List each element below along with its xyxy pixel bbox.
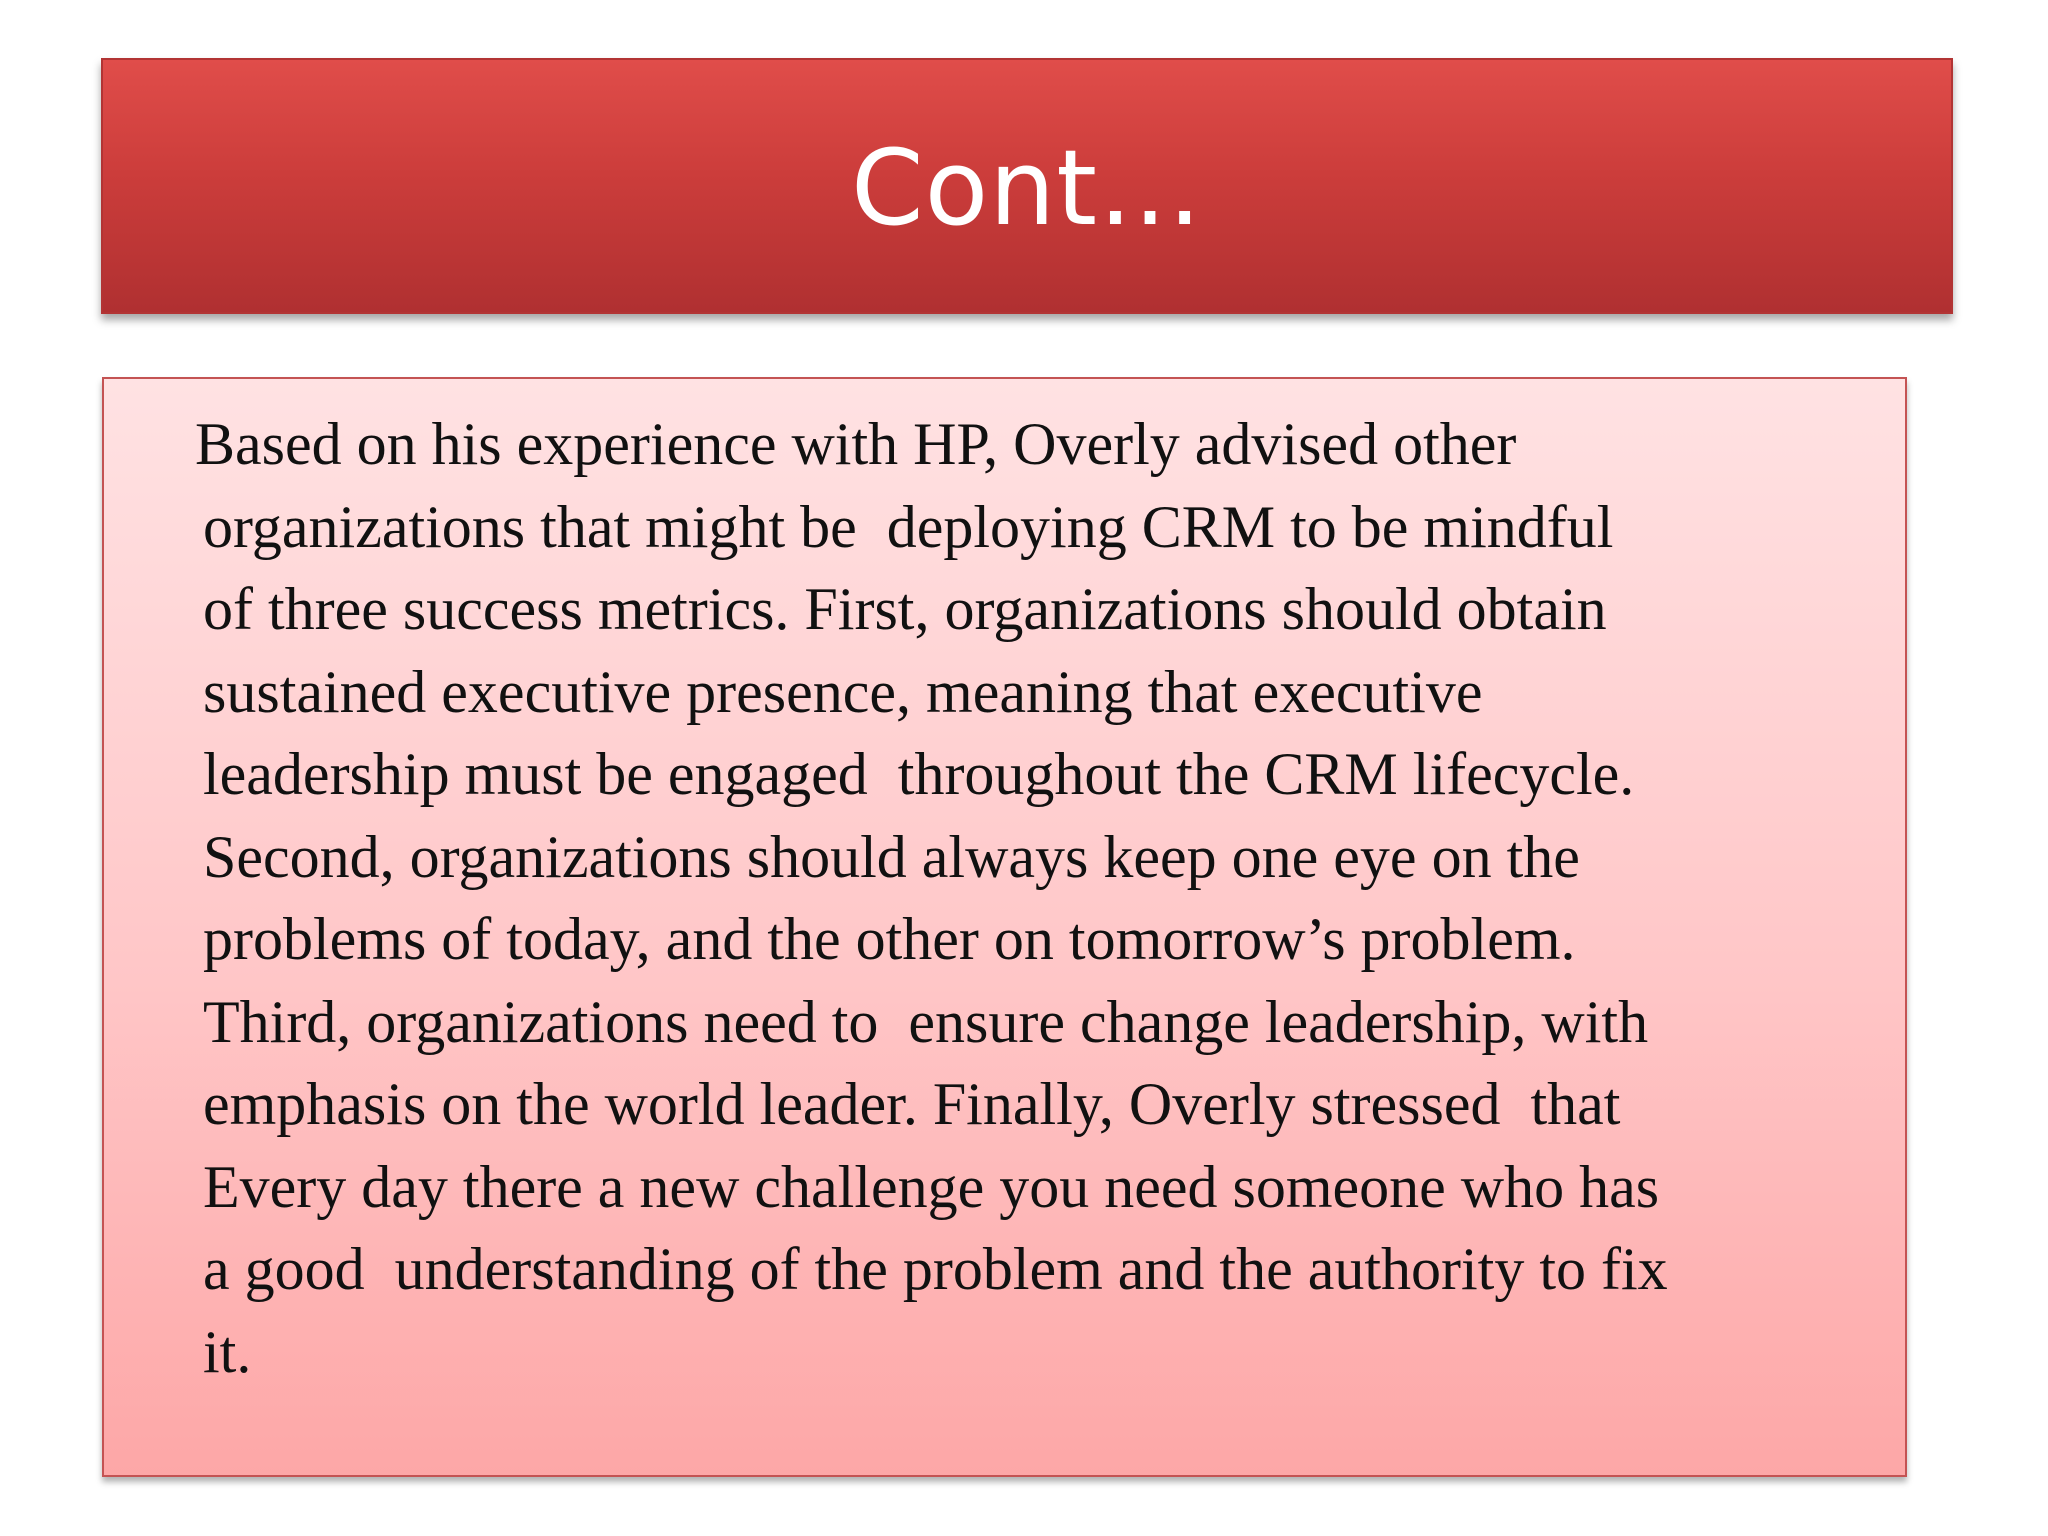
body-line: Second, organizations should always keep one eye on the: [203, 823, 1580, 890]
body-line: a good understanding of the problem and the authority to fix: [203, 1236, 1668, 1302]
body-line: of three success metrics. First, organizations should obtain: [203, 576, 1607, 642]
body-line: Based on his experience with HP, Overly advised other: [195, 411, 1517, 477]
body-line: it.: [203, 1318, 252, 1385]
body-line: emphasis on the world leader. Finally, Overly stressed that: [203, 1071, 1621, 1137]
slide-content-box: [102, 377, 1907, 1477]
body-line: problems of today, and the other on tomorrow’s problem.: [203, 906, 1576, 972]
body-line: Third, organizations need to ensure change leadership, with: [203, 988, 1649, 1055]
body-line: sustained executive presence, meaning that executive: [203, 658, 1483, 725]
body-line: leadership must be engaged throughout the CRM lifecycle.: [203, 741, 1635, 807]
slide-title-bar: [101, 58, 1953, 314]
slide-title: Cont…: [851, 127, 1203, 249]
slide-body-text: [195, 403, 1893, 1393]
body-line: Every day there a new challenge you need someone who has: [203, 1153, 1660, 1220]
body-line: organizations that might be deploying CRM to be mindful: [203, 493, 1614, 560]
